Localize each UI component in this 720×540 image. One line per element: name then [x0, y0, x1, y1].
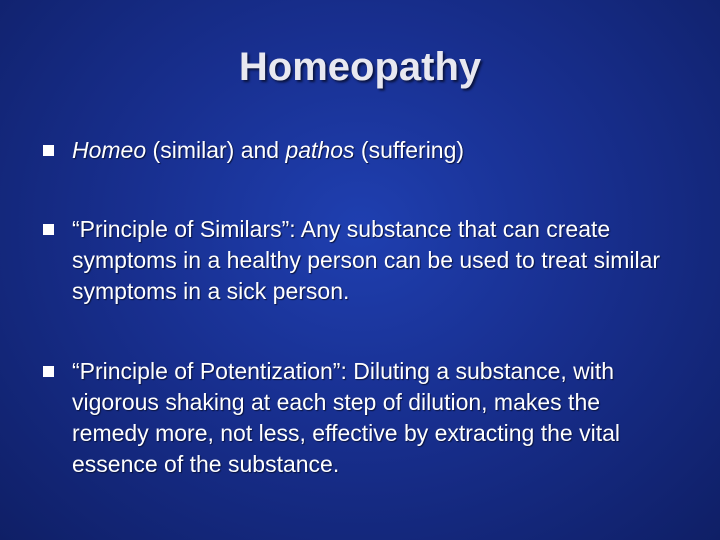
term-homeo: Homeo: [72, 137, 147, 163]
square-bullet-icon: [43, 366, 54, 377]
bullet-text: “Principle of Potentization”: Diluting a substance, with vigorous shaking at each step of dilution, makes the remedy more, not less, effective by extracting the vital essence of the substance.: [72, 358, 620, 477]
gloss-similar: (similar) and: [146, 137, 286, 163]
square-bullet-icon: [43, 145, 54, 156]
bullet-text: “Principle of Similars”: Any substance that can create symptoms in a healthy person can be used to treat similar symptoms in a sick person.: [72, 216, 661, 304]
gloss-suffering: (suffering): [354, 137, 465, 163]
slide-title: Homeopathy: [238, 45, 482, 89]
bullet-text: [72, 135, 682, 166]
term-pathos: pathos: [285, 137, 355, 163]
square-bullet-icon: [43, 224, 54, 235]
